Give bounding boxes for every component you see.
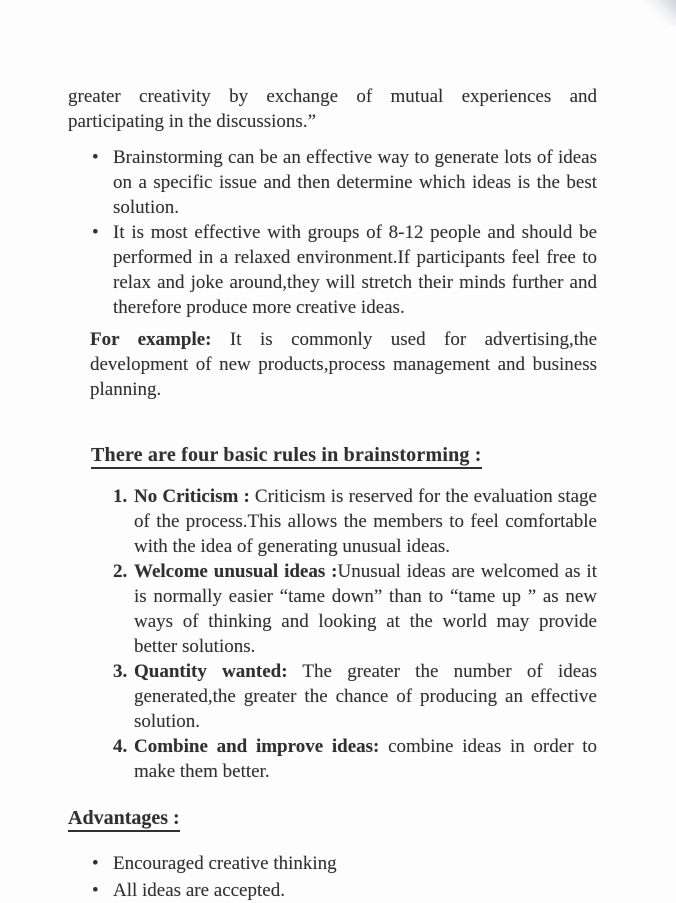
example-paragraph: [90, 327, 597, 402]
rule-number: 1.: [113, 486, 128, 507]
rules-list: [68, 484, 597, 784]
rule-item: [68, 484, 597, 559]
list-item: [68, 878, 597, 903]
rule-label: Quantity wanted:: [134, 661, 288, 682]
rule-item: [68, 734, 597, 784]
bullet-text: All ideas are accepted.: [113, 880, 285, 901]
bullet-text: Encouraged creative thinking: [113, 853, 337, 874]
list-item: [68, 145, 597, 220]
rule-item: [68, 559, 597, 659]
bullet-icon: •: [92, 853, 99, 874]
rule-text: Unusual ideas are welcomed as it is normally easier “tame down” than to “tame up ” as new ways of thinking and looking at the world may provide better solutions.: [134, 561, 597, 657]
rules-heading-text: There are four basic rules in brainstorming :: [91, 444, 482, 469]
rule-number: 3.: [113, 661, 128, 682]
list-item: [68, 851, 597, 876]
advantages-heading-text: Advantages :: [68, 807, 180, 832]
rule-text: Criticism is reserved for the evaluation stage of the process.This allows the members to feel comfortable with the idea of generating unusual ideas.: [134, 486, 597, 557]
advantages-list: [68, 851, 597, 903]
example-label: For example:: [90, 329, 212, 350]
rule-text: The greater the number of ideas generated,the greater the chance of producing an effective solution.: [134, 661, 597, 732]
bullet-icon: •: [92, 147, 99, 168]
rule-label: Welcome unusual ideas :: [134, 561, 338, 582]
rule-number: 4.: [113, 736, 128, 757]
rule-item: [68, 659, 597, 734]
advantages-heading: [68, 806, 597, 831]
list-item: [68, 220, 597, 320]
rule-label: Combine and improve ideas:: [134, 736, 380, 757]
rule-label: No Criticism :: [134, 486, 250, 507]
bullet-text: Brainstorming can be an effective way to generate lots of ideas on a specific issue and then determine which ideas is the best solution.: [113, 147, 597, 218]
rule-number: 2.: [113, 561, 128, 582]
overview-bullet-list: [68, 145, 597, 320]
bullet-icon: •: [92, 880, 99, 901]
intro-paragraph: greater creativity by exchange of mutual experiences and participating in the discussions.”: [68, 86, 597, 132]
rules-heading: [91, 443, 597, 468]
bullet-icon: •: [92, 222, 99, 243]
rule-text: combine ideas in order to make them better.: [134, 736, 598, 782]
example-text: It is commonly used for advertising,the development of new products,process management and business planning.: [90, 329, 598, 400]
bullet-text: It is most effective with groups of 8-12 people and should be performed in a relaxed environment.If participants feel free to relax and joke around,they will stretch their minds further and therefore produce more creative ideas.: [113, 222, 597, 318]
